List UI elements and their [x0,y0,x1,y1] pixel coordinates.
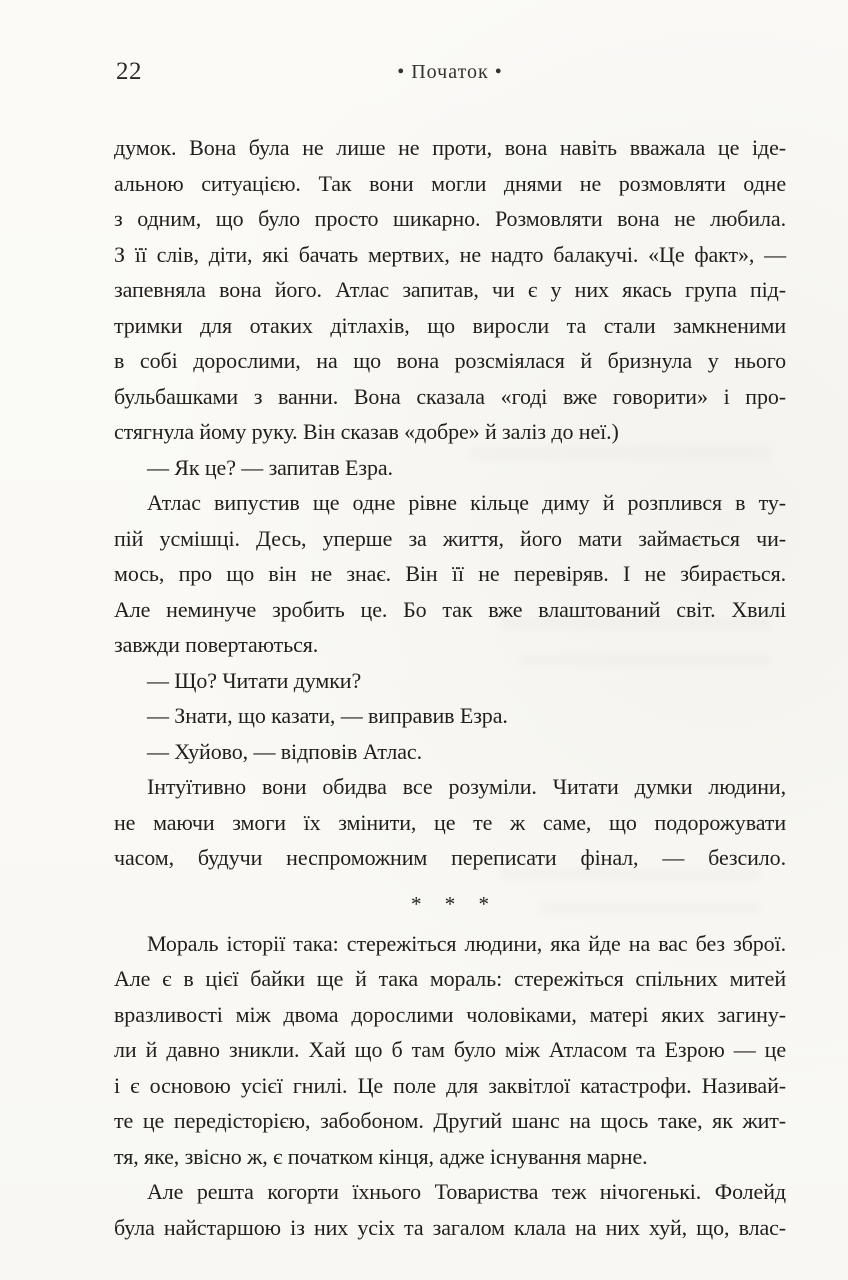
paragraph [114,698,786,734]
text-line: Мораль історії така: стережіться людини, яка йде на вас без зброї. [147,930,786,956]
chapter-title: • Початок • [397,61,503,83]
running-head [114,58,786,88]
text-line: — Що? Читати думки? [147,667,362,693]
text-line: вразливості між двома дорослими чоловіками, матері яких загину- [114,1001,786,1027]
text-block [114,130,786,1245]
text-line: — Хуйово, — відповів Атлас. [147,738,422,764]
paragraph [114,734,786,770]
text-line: запевняла вона його. Атлас запитав, чи є у них якась група під- [114,277,786,302]
section-separator: * * * [411,891,498,916]
paragraph [114,769,786,876]
text-line: ли й давно зникли. Хай що б там було між Атласом та Езрою — це [114,1037,786,1062]
text-line: мось, про що він не знає. Він її не перевіряв. І не збирається. [114,561,786,586]
text-line: Атлас випустив ще одне рівне кільце диму й розплився в ту- [147,490,786,515]
text-line: думок. Вона була не лише не проти, вона навіть вважала це іде- [114,135,786,160]
paragraph [114,663,786,699]
text-line: пій усмішці. Десь, уперше за життя, його мати займається чи- [114,525,786,551]
text-line: стягнула йому руку. Він сказав «добре» й заліз до неї.) [114,419,619,444]
text-line: альною ситуацією. Так вони могли днями не розмовляти одне [114,170,786,196]
text-line: бульбашками з ванни. Вона сказала «годі вже говорити» і про- [114,383,786,409]
text-line: З її слів, діти, які бачать мертвих, не надто балакучі. «Це факт», — [114,241,786,267]
text-line: завжди повертаються. [114,632,319,657]
text-line: те це передісторією, забобоном. Другий шанс на щось таке, як жит- [114,1108,786,1133]
page-number: 22 [116,58,142,85]
paragraph [114,450,786,486]
text-line: в собі дорослими, на що вона розсміялася й бризнула у нього [114,348,786,373]
paragraph [114,1174,786,1245]
text-line: не маючи змоги їх змінити, це те ж саме, що подорожувати [114,809,786,835]
text-line: Інтуїтивно вони обидва все розуміли. Читати думки людини, [147,774,786,799]
text-line: Але неминуче зробить це. Бо так вже влаштований світ. Хвилі [114,596,786,622]
text-line: тримки для отаких дітлахів, що виросли та стали замкненими [114,312,786,338]
text-line: з одним, що було просто шикарно. Розмовляти вона не любила. [114,206,786,231]
paragraph [114,485,786,663]
text-line: — Як це? — запитав Езра. [147,454,393,480]
text-line: Але решта когорти їхнього Товариства теж нічогенькі. Фолейд [147,1179,786,1204]
paragraph [114,926,786,1175]
text-line: Але є в цієї байки ще й така мораль: стережіться спільних митей [114,966,786,991]
text-line: і є основою усієї гнилі. Це поле для заквітлої катастрофи. Називай- [114,1072,786,1098]
paragraph [114,130,786,450]
text-line: часом, будучи неспроможним переписати фінал, — безсило. [114,845,786,870]
text-line: тя, яке, звісно ж, є початком кінця, адже існування марне. [114,1143,648,1169]
text-line: була найстаршою із них усіх та загалом клала на них хуй, що, влас- [114,1214,786,1240]
text-line: — Знати, що казати, — виправив Езра. [147,703,508,728]
